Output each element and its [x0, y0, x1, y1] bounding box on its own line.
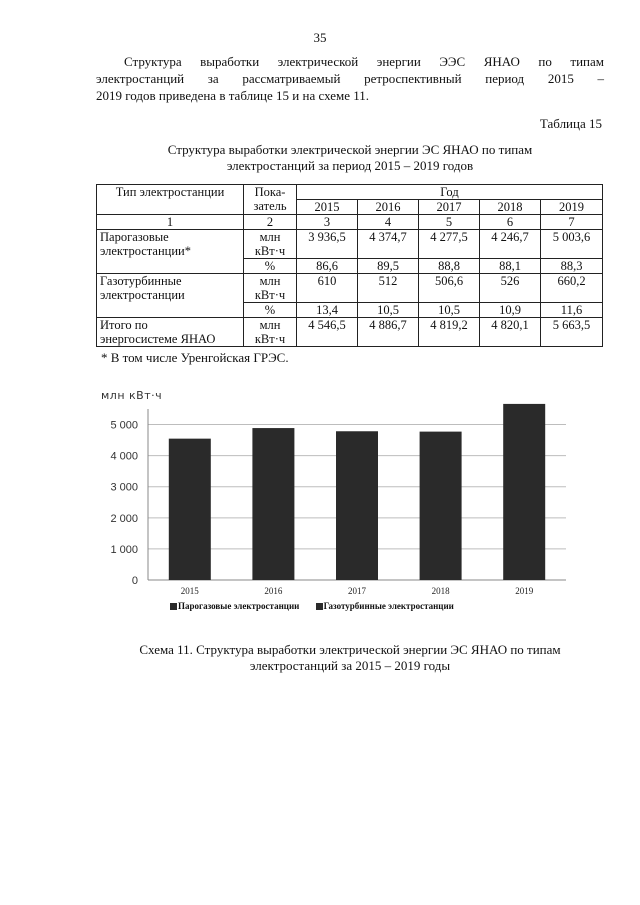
legend-item: [316, 601, 454, 611]
percent-cell: 10,9: [480, 303, 541, 318]
x-tick-label: 2018: [431, 586, 450, 596]
chart-y-unit-label: млн кВт·ч: [101, 389, 163, 402]
total-cell: 4 819,2: [419, 318, 480, 347]
row-type-line: электростанции*: [100, 244, 191, 258]
legend-item: [170, 601, 299, 611]
header-year-cell: 2019: [541, 200, 603, 215]
value-cell: 526: [480, 274, 541, 303]
legend-swatch: [316, 603, 323, 610]
percent-cell: 88,3: [541, 259, 603, 274]
header-type: Тип электростанции: [97, 185, 244, 215]
header-year: Год: [297, 185, 603, 200]
value-cell: 4 374,7: [358, 230, 419, 259]
table-title-line: Структура выработки электрической энергии ЭС ЯНАО по типам: [167, 142, 533, 157]
column-number: 3: [297, 215, 358, 230]
bar: [420, 432, 462, 580]
y-tick-label: 3 000: [110, 481, 138, 494]
y-tick-label: 5 000: [110, 419, 138, 432]
row-type-line: Газотурбинные: [100, 274, 182, 288]
x-tick-label: 2017: [348, 586, 366, 596]
percent-cell: 10,5: [419, 303, 480, 318]
header-indicator: [244, 185, 297, 215]
y-tick-label: 2 000: [110, 512, 138, 525]
row-type-name: [97, 274, 244, 318]
x-tick-label: 2015: [180, 586, 199, 596]
column-number: 1: [97, 215, 244, 230]
row-type-line: Итого по: [100, 318, 148, 332]
table-title-line: электростанций за период 2015 – 2019 годов: [226, 158, 474, 173]
legend-swatch: [170, 603, 177, 610]
row-unit-line: кВт·ч: [254, 288, 286, 302]
column-number: 2: [244, 215, 297, 230]
row-unit-percent: %: [244, 259, 297, 274]
legend-label: Парогазовые электростанции: [178, 601, 300, 611]
x-tick-label: 2019: [515, 586, 534, 596]
table-numbering-row: [97, 215, 603, 230]
percent-cell: 88,8: [419, 259, 480, 274]
header-year-cell: 2018: [480, 200, 541, 215]
total-cell: 4 886,7: [358, 318, 419, 347]
value-cell: 5 003,6: [541, 230, 603, 259]
value-cell: 660,2: [541, 274, 603, 303]
bar: [336, 431, 378, 580]
caption-line: Схема 11. Структура выработки электрической энергии ЭС ЯНАО по типам: [139, 642, 561, 657]
row-unit-percent: %: [244, 303, 297, 318]
header-indicator-line: Пока-: [254, 185, 286, 199]
column-number: 7: [541, 215, 603, 230]
percent-cell: 13,4: [297, 303, 358, 318]
intro-paragraph: [96, 53, 604, 104]
intro-line: Структура выработки электрической энергии ЭЭС ЯНАО по типам: [124, 54, 604, 69]
value-cell: 4 277,5: [419, 230, 480, 259]
percent-cell: 10,5: [358, 303, 419, 318]
table-label: Таблица 15: [539, 116, 602, 131]
row-unit: [244, 318, 297, 347]
row-unit: [244, 274, 297, 303]
value-cell: 4 246,7: [480, 230, 541, 259]
intro-line: 2019 годов приведена в таблице 15 и на схеме 11.: [96, 88, 370, 103]
value-cell: 506,6: [419, 274, 480, 303]
header-year-cell: 2017: [419, 200, 480, 215]
column-number: 5: [419, 215, 480, 230]
header-indicator-line: затель: [253, 199, 287, 213]
total-cell: 4 546,5: [297, 318, 358, 347]
row-unit-line: млн: [259, 274, 281, 288]
value-cell: 512: [358, 274, 419, 303]
percent-cell: 86,6: [297, 259, 358, 274]
row-unit-line: млн: [259, 230, 281, 244]
table-footnote: * В том числе Уренгойская ГРЭС.: [101, 350, 289, 365]
table-row: [97, 274, 603, 303]
row-type-line: Парогазовые: [100, 230, 169, 244]
bar: [503, 404, 545, 580]
figure-caption: [96, 642, 604, 674]
column-number: 6: [480, 215, 541, 230]
table-title: [96, 142, 604, 174]
total-cell: 4 820,1: [480, 318, 541, 347]
table-row: [97, 230, 603, 259]
y-tick-label: 0: [131, 575, 138, 587]
y-tick-label: 4 000: [110, 450, 138, 463]
column-number: 4: [358, 215, 419, 230]
total-cell: 5 663,5: [541, 318, 603, 347]
caption-line: электростанций за 2015 – 2019 годы: [249, 658, 451, 673]
row-unit-line: млн: [259, 318, 281, 332]
intro-line: электростанций за рассматриваемый ретроспективный период 2015 –: [96, 71, 604, 86]
bar-chart: [96, 395, 582, 605]
x-tick-label: 2016: [264, 586, 283, 596]
row-unit: [244, 230, 297, 259]
table-row-total: [97, 318, 603, 347]
table-header-row: [97, 185, 603, 200]
percent-cell: 89,5: [358, 259, 419, 274]
row-type-name: [97, 318, 244, 347]
header-year-cell: 2015: [297, 200, 358, 215]
bar: [169, 439, 211, 580]
percent-cell: 11,6: [541, 303, 603, 318]
row-unit-line: кВт·ч: [254, 332, 286, 346]
data-table: [96, 184, 603, 347]
bar: [252, 428, 294, 580]
page-number: 35: [313, 30, 327, 45]
legend-label: Газотурбинные электростанции: [323, 601, 454, 611]
row-type-name: [97, 230, 244, 274]
value-cell: 3 936,5: [297, 230, 358, 259]
y-tick-label: 1 000: [110, 543, 138, 556]
header-year-cell: 2016: [358, 200, 419, 215]
row-unit-line: кВт·ч: [254, 244, 286, 258]
percent-cell: 88,1: [480, 259, 541, 274]
row-type-line: электростанции: [100, 288, 185, 302]
value-cell: 610: [297, 274, 358, 303]
row-type-line: энергосистеме ЯНАО: [100, 332, 216, 346]
chart-legend: [170, 601, 468, 611]
